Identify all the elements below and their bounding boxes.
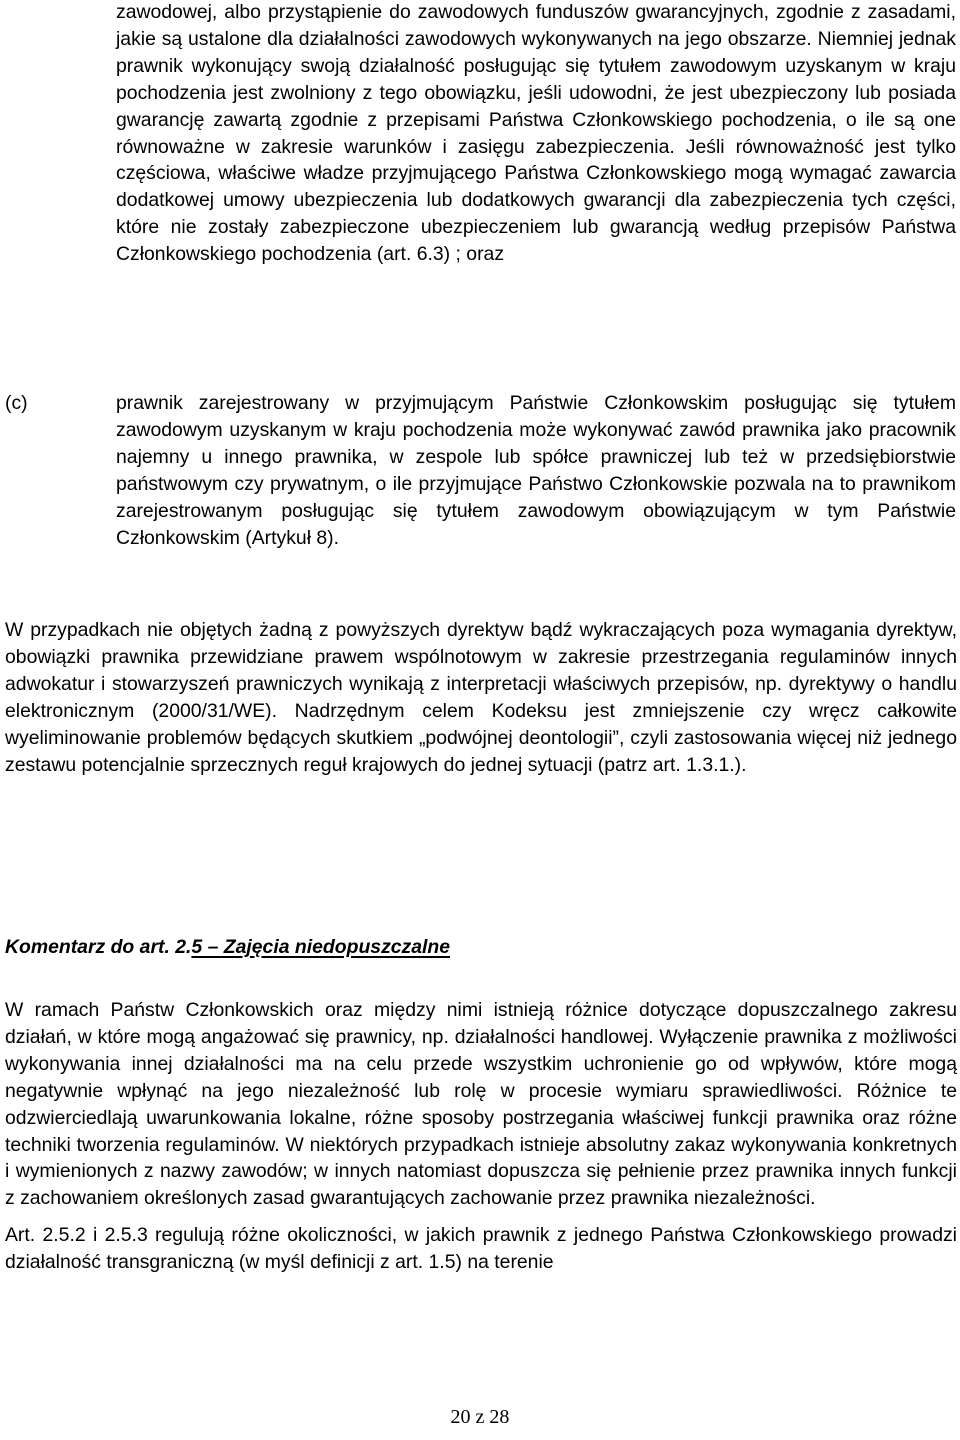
list-item-c-text: prawnik zarejestrowany w przyjmującym Państwie Członkowskim posługując się tytułem zawodowym uzyskanym w kraju pochodzenia może wykonywać zawód prawnika jako pracownik najemny u innego prawnika, w zespole lub spółce prawniczej lub też w przedsiębiorstwie państwowym czy prywatnym, o ile przyjmujące Państwo Członkowskie pozwala na to prawnikom zarejestrowanym posługując się tytułem zawodowym obowiązującym w tym Państwie Członkowskim (Artykuł 8). <box>116 392 956 549</box>
section-heading <box>5 934 450 961</box>
list-marker-c: (c) <box>5 392 28 414</box>
page-number: 20 z 28 <box>450 1406 510 1428</box>
heading-title: 5 – Zajęcia niedopuszczalne <box>191 936 451 958</box>
paragraph-directives: W przypadkach nie objętych żadną z powyższych dyrektyw bądź wykraczających poza wymagania dyrektyw, obowiązki prawnika przewidziane prawem wspólnotowym w zakresie przestrzegania regulaminów innych adwokatur i stowarzyszeń prawniczych wynikają z interpretacji właściwych przepisów, np. dyrektywy o handlu elektronicznym (2000/31/WE). Nadrzędnym celem Kodeksu jest zmniejszenie czy wręcz całkowite wyeliminowanie problemów będących skutkiem „podwójnej deontologii”, czyli zastosowania więcej niż jednego zestawu potencjalnie sprzecznych reguł krajowych do jednej sytuacji (patrz art. 1.3.1.). <box>5 619 957 776</box>
heading-prefix: Komentarz do art. 2. <box>5 936 192 958</box>
paragraph-articles: Art. 2.5.2 i 2.5.3 regulują różne okoliczności, w jakich prawnik z jednego Państwa Członkowskiego prowadzi działalność transgraniczną (w myśl definicji z art. 1.5) na terenie <box>5 1224 957 1273</box>
paragraph-insurance-continued: zawodowej, albo przystąpienie do zawodowych funduszów gwarancyjnych, zgodnie z zasadami, jakie są ustalone dla działalności zawodowych wykonywanych na jego obszarze. Niemniej jednak prawnik wykonujący swoją działalność posługując się tytułem zawodowym uzyskanym w kraju pochodzenia jest zwolniony z tego obowiązku, jeśli udowodni, że jest ubezpieczony lub posiada gwarancję zawartą zgodnie z przepisami Państwa Członkowskiego pochodzenia, o ile są one równoważne w zakresie warunków i zasięgu zabezpieczenia. Jeśli równoważność jest tylko częściowa, właściwe władze przyjmującego Państwa Członkowskiego mogą wymagać zawarcia dodatkowej umowy ubezpieczenia lub dodatkowych gwarancji dla zabezpieczenia tych części, które nie zostały zabezpieczone ubezpieczeniem lub gwarancją według przepisów Państwa Członkowskiego pochodzenia (art. 6.3) ; oraz <box>116 1 956 266</box>
paragraph-commentary: W ramach Państw Członkowskich oraz między nimi istnieją różnice dotyczące dopuszczalnego zakresu działań, w które mogą angażować się prawnicy, np. działalności handlowej. Wyłączenie prawnika z możliwości wykonywania innej działalności ma na celu przede wszystkim uchronienie go od wpływów, które mogą negatywnie wpłynąć na jego niezależność lub rolę w procesie wymiaru sprawiedliwości. Różnice te odzwierciedlają uwarunkowania lokalne, różne sposoby postrzegania właściwej funkcji prawnika oraz różne techniki tworzenia regulaminów. W niektórych przypadkach istnieje absolutny zakaz wykonywania konkretnych i wymienionych z nazwy zawodów; w innych natomiast dopuszcza się pełnienie przez prawnika innych funkcji z zachowaniem określonych zasad gwarantujących zachowanie przez prawnika niezależności. <box>5 999 957 1210</box>
